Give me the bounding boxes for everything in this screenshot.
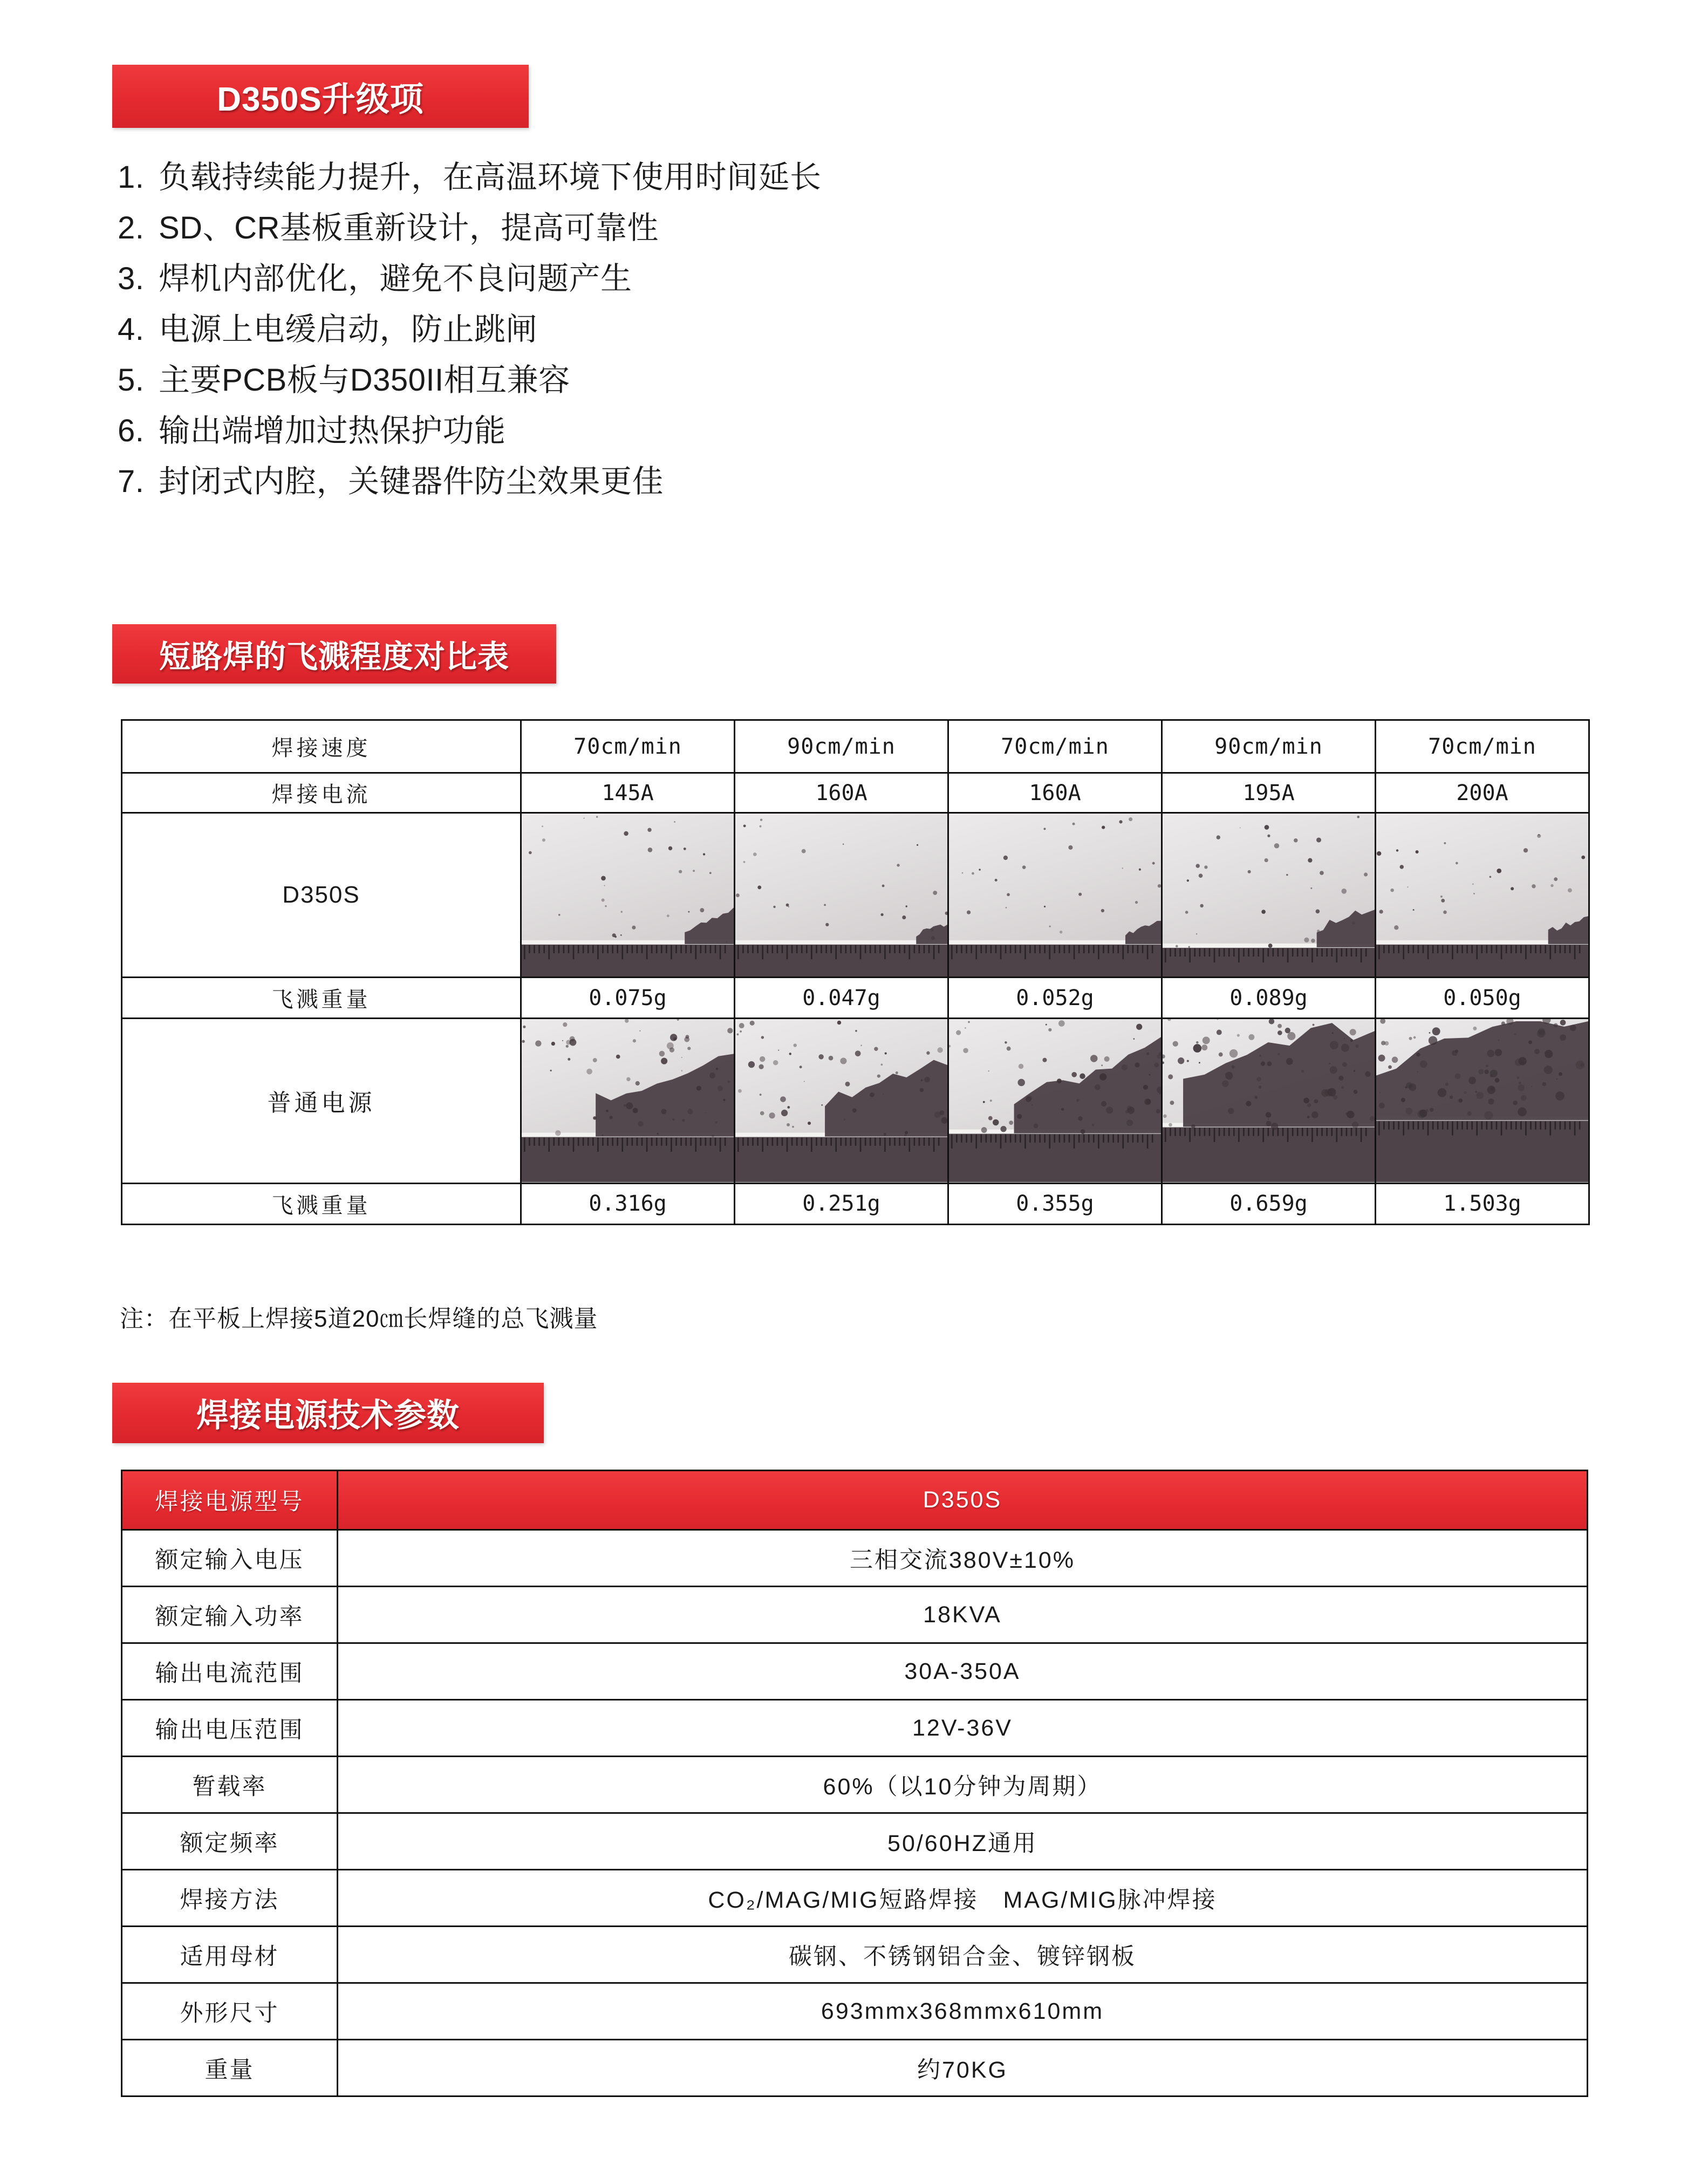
photo-cell-d350s-3 xyxy=(948,813,1162,978)
table-row xyxy=(122,1587,1588,1643)
weld-spatter-photo-icon xyxy=(735,814,947,976)
cell-weight-d350s-2: 0.047g xyxy=(735,978,948,1019)
spec-header-label: 焊接电源型号 xyxy=(122,1471,338,1530)
cell-weight-ordinary-4: 0.659g xyxy=(1162,1183,1376,1224)
list-item-label: SD、CR基板重新设计，提高可靠性 xyxy=(159,210,659,245)
spec-label: 额定输入功率 xyxy=(122,1587,338,1643)
cell-current-3: 160A xyxy=(948,773,1162,813)
spec-value: 50/60HZ通用 xyxy=(338,1813,1588,1870)
list-item xyxy=(118,314,1304,345)
table-row-d350s-photos xyxy=(122,813,1589,978)
row-header-d350s: D350S xyxy=(122,813,521,978)
spec-value: 三相交流380V±10% xyxy=(338,1530,1588,1587)
table-row xyxy=(122,1870,1588,1927)
cell-current-5: 200A xyxy=(1376,773,1589,813)
weld-spatter-photo-icon xyxy=(949,1019,1161,1182)
weld-spatter-photo-icon xyxy=(522,1019,734,1182)
list-item-number: 5. xyxy=(118,363,145,398)
upgrade-item-list xyxy=(118,162,1304,517)
list-item xyxy=(118,415,1304,447)
spec-value: 18KVA xyxy=(338,1587,1588,1643)
table-row xyxy=(122,1813,1588,1870)
list-item-label: 负载持续能力提升，在高温环境下使用时间延长 xyxy=(159,160,822,195)
photo-cell-d350s-2 xyxy=(735,813,948,978)
spatter-comparison-table xyxy=(121,719,1590,1225)
row-header-current: 焊接电流 xyxy=(122,773,521,813)
weld-spatter-photo-icon xyxy=(1163,814,1375,976)
weld-spatter-photo-icon xyxy=(522,814,734,976)
list-item-label: 焊机内部优化，避免不良问题产生 xyxy=(159,261,632,296)
row-header-speed: 焊接速度 xyxy=(122,720,521,773)
table-row-ordinary-weight xyxy=(122,1183,1589,1224)
spec-label: 输出电压范围 xyxy=(122,1700,338,1757)
cell-weight-ordinary-3: 0.355g xyxy=(948,1183,1162,1224)
spec-value: 约70KG xyxy=(338,2040,1588,2096)
list-item-label: 电源上电缓启动，防止跳闸 xyxy=(159,312,538,347)
cell-weight-ordinary-2: 0.251g xyxy=(735,1183,948,1224)
table-row xyxy=(122,2040,1588,2096)
table-row xyxy=(122,1927,1588,1983)
list-item-number: 4. xyxy=(118,312,145,347)
spec-label: 输出电流范围 xyxy=(122,1643,338,1700)
cell-weight-d350s-1: 0.075g xyxy=(521,978,735,1019)
row-header-weight-ordinary: 飞溅重量 xyxy=(122,1183,521,1224)
cell-current-2: 160A xyxy=(735,773,948,813)
weld-spatter-photo-icon xyxy=(1376,1019,1588,1182)
list-item xyxy=(118,263,1304,295)
list-item xyxy=(118,365,1304,396)
weld-spatter-photo-icon xyxy=(949,814,1161,976)
cell-speed-1: 70cm/min xyxy=(521,720,735,773)
table-row-speed xyxy=(122,720,1589,773)
weld-spatter-photo-icon xyxy=(1376,814,1588,976)
list-item-number: 6. xyxy=(118,413,145,448)
spec-value: CO₂/MAG/MIG短路焊接 MAG/MIG脉冲焊接 xyxy=(338,1870,1588,1927)
spec-value: 30A-350A xyxy=(338,1643,1588,1700)
list-item-number: 3. xyxy=(118,261,145,296)
photo-cell-ordinary-1 xyxy=(521,1019,735,1183)
list-item-label: 封闭式内腔，关键器件防尘效果更佳 xyxy=(159,464,664,499)
row-header-ordinary: 普通电源 xyxy=(122,1019,521,1183)
spec-value: 60%（以10分钟为周期） xyxy=(338,1757,1588,1813)
list-item-label: 主要PCB板与D350II相互兼容 xyxy=(159,363,570,398)
table-row-d350s-weight xyxy=(122,978,1589,1019)
cell-weight-d350s-4: 0.089g xyxy=(1162,978,1376,1019)
list-item xyxy=(118,162,1304,193)
cell-current-1: 145A xyxy=(521,773,735,813)
spec-label: 额定输入电压 xyxy=(122,1530,338,1587)
spec-value: 693mmx368mmx610mm xyxy=(338,1983,1588,2040)
list-item-label: 输出端增加过热保护功能 xyxy=(159,413,506,448)
photo-cell-ordinary-4 xyxy=(1162,1019,1376,1183)
photo-cell-ordinary-2 xyxy=(735,1019,948,1183)
cell-speed-3: 70cm/min xyxy=(948,720,1162,773)
table-row-current xyxy=(122,773,1589,813)
section-banner-spatter-comparison: 短路焊的飞溅程度对比表 xyxy=(112,624,556,684)
section-banner-upgrade: D350S升级项 xyxy=(112,65,529,128)
section-banner-specs: 焊接电源技术参数 xyxy=(112,1383,544,1443)
list-item-number: 1. xyxy=(118,160,145,195)
row-header-weight-d350s: 飞溅重量 xyxy=(122,978,521,1019)
spec-label: 适用母材 xyxy=(122,1927,338,1983)
table-row xyxy=(122,1983,1588,2040)
table-row xyxy=(122,1643,1588,1700)
cell-speed-2: 90cm/min xyxy=(735,720,948,773)
photo-cell-ordinary-5 xyxy=(1376,1019,1589,1183)
cell-speed-4: 90cm/min xyxy=(1162,720,1376,773)
photo-cell-d350s-4 xyxy=(1162,813,1376,978)
spec-label: 暂载率 xyxy=(122,1757,338,1813)
list-item xyxy=(118,466,1304,497)
table-row xyxy=(122,1757,1588,1813)
list-item-number: 7. xyxy=(118,464,145,499)
spec-label: 焊接方法 xyxy=(122,1870,338,1927)
list-item-number: 2. xyxy=(118,210,145,245)
spec-label: 额定频率 xyxy=(122,1813,338,1870)
table-row-header xyxy=(122,1471,1588,1530)
photo-cell-ordinary-3 xyxy=(948,1019,1162,1183)
cell-weight-d350s-3: 0.052g xyxy=(948,978,1162,1019)
table-row-ordinary-photos xyxy=(122,1019,1589,1183)
spatter-table-note: 注：在平板上焊接5道20㎝长焊缝的总飞溅量 xyxy=(120,1306,598,1332)
spec-value: 12V-36V xyxy=(338,1700,1588,1757)
cell-current-4: 195A xyxy=(1162,773,1376,813)
spec-header-value: D350S xyxy=(338,1471,1588,1530)
photo-cell-d350s-5 xyxy=(1376,813,1589,978)
table-row xyxy=(122,1530,1588,1587)
list-item xyxy=(118,210,1304,245)
spec-value: 碳钢、不锈钢铝合金、镀锌钢板 xyxy=(338,1927,1588,1983)
cell-speed-5: 70cm/min xyxy=(1376,720,1589,773)
spec-label: 外形尺寸 xyxy=(122,1983,338,2040)
photo-cell-d350s-1 xyxy=(521,813,735,978)
weld-spatter-photo-icon xyxy=(735,1019,947,1182)
technical-specs-table xyxy=(121,1470,1588,2097)
cell-weight-d350s-5: 0.050g xyxy=(1376,978,1589,1019)
weld-spatter-photo-icon xyxy=(1163,1019,1375,1182)
table-row xyxy=(122,1700,1588,1757)
spec-label: 重量 xyxy=(122,2040,338,2096)
cell-weight-ordinary-1: 0.316g xyxy=(521,1183,735,1224)
cell-weight-ordinary-5: 1.503g xyxy=(1376,1183,1589,1224)
